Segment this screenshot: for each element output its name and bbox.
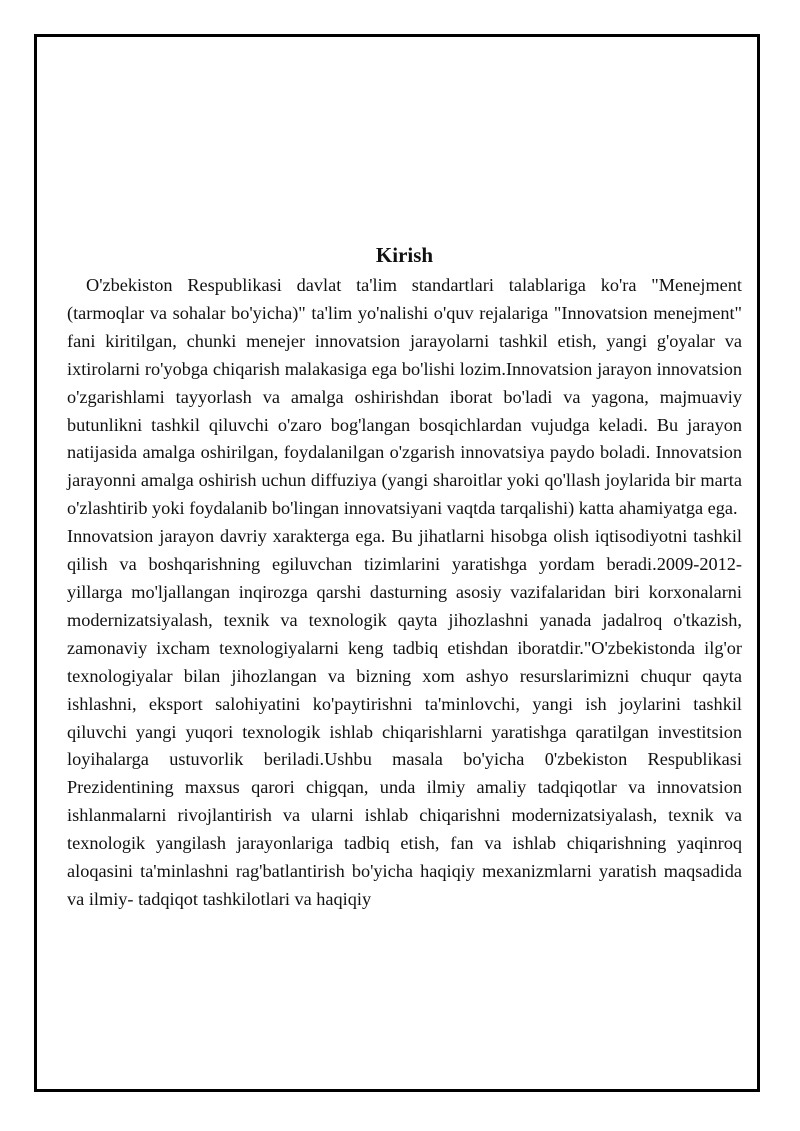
paragraph-innovation-process: Innovatsion jarayon davriy xarakterga ega. Bu jihatlarni hisobga olish iqtisodiyotni tashkil qilish va boshqarishning egiluvchan tizimlarini yaratishga yordam beradi.2009-2012-yillarga mo'ljallangan inqirozga qarshi dasturning asosiy vazifalaridan biri korxonalarni modernizatsiyalash, texnik va texnologik qayta jihozlashni yanada jadalroq o'tkazish, zamonaviy ixcham texnologiyalarni keng tadbiq etishdan iboratdir."O'zbekistonda ilg'or texnologiyalar bilan jihozlangan va bizning xom ashyo resurslarimizni chuqur qayta ishlashni, eksport salohiyatini ko'paytirishni ta'minlovchi, yangi ish joylarini tashkil qiluvchi yangi yuqori texnologik ishlab chiqarishlarni yaratishga qaratilgan investitsion loyihalarga ustuvorlik beriladi.Ushbu masala bo'yicha 0'zbekiston Respublikasi Prezidentining maxsus qarori chigqan, unda ilmiy amaliy tadqiqotlar va innovatsion ishlanmalarni rivojlantirish va ularni ishlab chiqarishni modernizatsiyalash, texnik va texnologik yangilash jarayonlariga tadbiq etish, fan va ishlab chiqarishning yaqinroq aloqasini ta'minlashni rag'batlantirish bo'yicha haqiqiy mexanizmlarni yaratish maqsadida va ilmiy- tadqiqot tashkilotlari va haqiqiy — [67, 526, 742, 909]
document-body — [67, 238, 742, 914]
paragraph-introduction: O'zbekiston Respublikasi davlat ta'lim standartlari talablariga ko'ra "Menejment (tarmoqlar va sohalar bo'yicha)" ta'lim yo'nalishi o'quv rejalariga "Innovatsion menejment" fani kiritilgan, chunki menejer innovatsion jarayolarni tashkil etish, yangi g'oyalar va ixtirolarni ro'yobga chiqarish malakasiga ega bo'lishi lozim.Innovatsion jarayon innovatsion o'zgarishlami tayyorlash va amalga oshirishdan iborat bo'ladi va yagona, majmuaviy butunlikni tashkil qiluvchi o'zaro bog'langan bosqichlardan vujudga keladi. Bu jarayon natijasida amalga oshirilgan, foydalanilgan o'zgarish innovatsiya paydo boladi. Innovatsion jarayonni amalga oshirish uchun diffuziya (yangi sharoitlar yoki qo'llash joylarida bir marta o'zlashtirib yoki foydalanib bo'lingan innovatsiyani vaqtda tarqalishi) katta ahamiyatga ega. — [67, 275, 742, 519]
document-title: Kirish — [375, 243, 434, 267]
